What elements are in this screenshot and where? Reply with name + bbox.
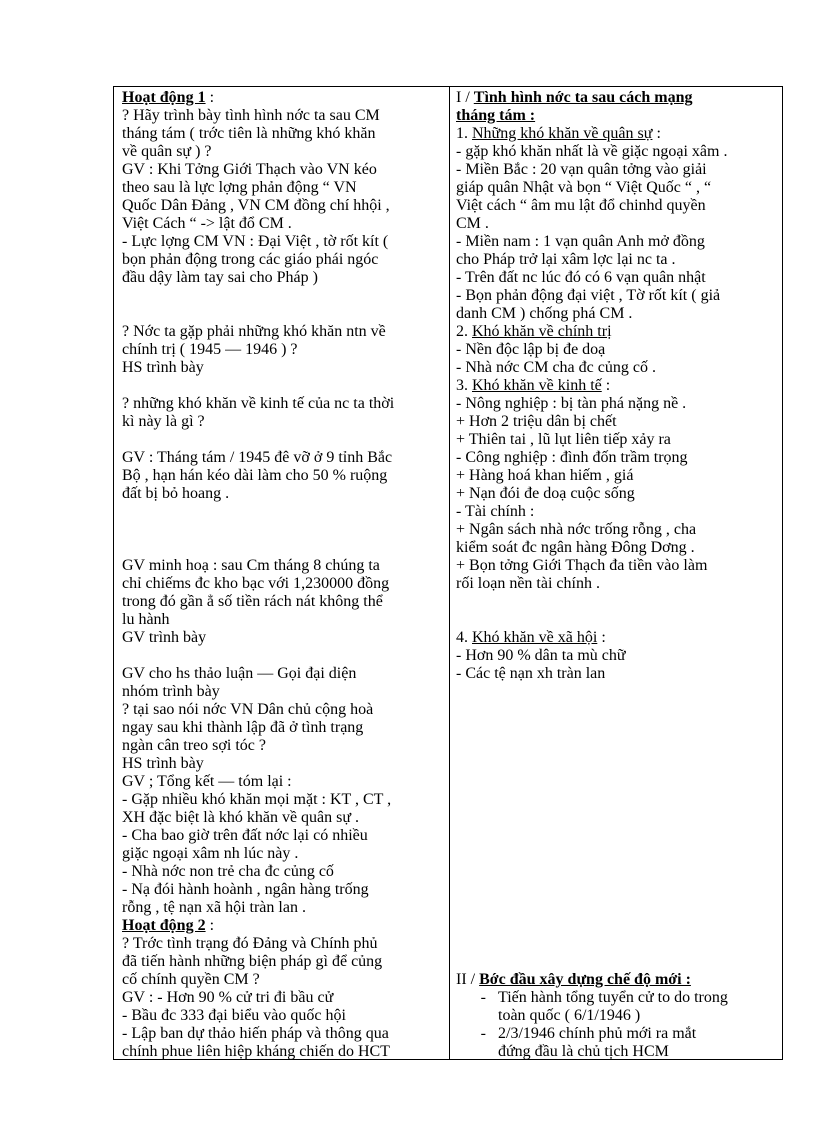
text-line: CM .	[456, 215, 489, 232]
bullet-item-cont: toàn quốc ( 6/1/1946 )	[498, 1007, 641, 1024]
blank-line	[122, 377, 443, 395]
text-line: HS trình bày	[122, 755, 204, 772]
text-line: HS trình bày	[122, 359, 204, 376]
text-line: - Nông nghiệp : bị tàn phá nặng nề .	[456, 395, 687, 412]
subsection-heading	[456, 377, 776, 395]
text-line: chính trị ( 1945 — 1946 ) ?	[122, 341, 298, 358]
lesson-table	[113, 86, 783, 1060]
text-line: - Nhà nớc CM cha đc củng cố .	[456, 359, 656, 376]
text-line: - Cha bao giờ trên đất nớc lại có nhiều	[122, 827, 368, 844]
blank-line	[456, 701, 776, 719]
activity-heading	[122, 89, 443, 107]
text-line: trong đó gần ẳ số tiền rách nát không thể	[122, 593, 383, 610]
text-line: - Bọn phản động đại việt , Tờ rốt kít ( giả	[456, 287, 721, 304]
subsection-prefix: 3.	[456, 377, 472, 394]
bullet-text: Tiến hành tổng tuyển cử to do trong	[498, 989, 728, 1006]
text-line: về quân sự ) ?	[122, 143, 212, 160]
subsection-heading	[456, 323, 776, 341]
text-line: ? Trớc tình trạng đó Đảng và Chính phủ	[122, 935, 378, 952]
blank-line	[456, 683, 776, 701]
section-title: tháng tám :	[456, 107, 536, 124]
text-line: + Bọn tởng Giới Thạch đa tiền vào làm	[456, 557, 708, 574]
text-line: GV cho hs thảo luận — Gọi đại diện	[122, 665, 357, 682]
text-line: cho Pháp trở lại xâm lợc lại nc ta .	[456, 251, 676, 268]
text-line: rỗng , tệ nạn xã hội tràn lan .	[122, 899, 306, 916]
text-line: GV : - Hơn 90 % cử tri đi bầu cử	[122, 989, 334, 1006]
text-line: ngàn cân treo sợi tóc ?	[122, 737, 266, 754]
section-heading-cont	[456, 107, 776, 125]
text-line: - Tài chính :	[456, 503, 535, 520]
text-line: - Nạ đói hành hoành , ngân hàng trống	[122, 881, 369, 898]
blank-line	[456, 953, 776, 971]
text-line: - Các tệ nạn xh tràn lan	[456, 665, 606, 682]
text-line: ? Hãy trình bày tình hình nớc ta sau CM	[122, 107, 380, 124]
blank-line	[456, 755, 776, 773]
bullet-dash: -	[480, 989, 486, 1006]
blank-line	[456, 845, 776, 863]
section-prefix: I /	[456, 89, 474, 106]
subsection-title: Những khó khăn về quân sự	[472, 125, 653, 142]
blank-line	[122, 521, 443, 539]
teacher-activity-column	[114, 87, 450, 1059]
activity-heading-label: Hoạt động 1	[122, 89, 206, 106]
text-line: Việt cách “ âm mu lật đổ chinhd quyền	[456, 197, 706, 214]
text-line: GV : Khi Tởng Giới Thạch vào VN kéo	[122, 161, 377, 178]
text-line: - gặp khó khăn nhất là về giặc ngoại xâm .	[456, 143, 728, 160]
subsection-rest: :	[601, 377, 611, 394]
text-line: ? Nớc ta gặp phải những khó khăn ntn về	[122, 323, 386, 340]
blank-line	[456, 899, 776, 917]
text-line: - Hơn 90 % dân ta mù chữ	[456, 647, 626, 664]
text-line: chỉ chiếms đc kho bạc với 1,230000 đồng	[122, 575, 390, 592]
blank-line	[456, 827, 776, 845]
blank-line	[122, 305, 443, 323]
blank-line	[122, 647, 443, 665]
text-line: - Miền nam : 1 vạn quân Anh mở đồng	[456, 233, 705, 250]
lesson-content-column	[450, 87, 782, 1059]
blank-line	[456, 737, 776, 755]
text-line: giáp quân Nhật và bọn “ Việt Quốc “ , “	[456, 179, 712, 196]
subsection-heading	[456, 125, 776, 143]
section-title: Bớc đầu xây dựng chế độ mới :	[479, 971, 691, 988]
text-line: - Nền độc lập bị đe doạ	[456, 341, 606, 358]
text-line: kì này là gì ?	[122, 413, 205, 430]
text-line: ? những khó khăn về kinh tế của nc ta thời	[122, 395, 395, 412]
text-line: + Hàng hoá khan hiếm , giá	[456, 467, 634, 484]
text-line: giặc ngoại xâm nh lúc này .	[122, 845, 299, 862]
subsection-prefix: 2.	[456, 323, 472, 340]
subsection-title: Khó khăn về kinh tế	[472, 377, 602, 394]
blank-line	[456, 881, 776, 899]
subsection-rest: :	[597, 629, 606, 646]
text-line: nhóm trình bày	[122, 683, 220, 700]
text-line: - Trên đất nc lúc đó có 6 vạn quân nhật	[456, 269, 706, 286]
section-heading	[456, 89, 776, 107]
text-line: rối loạn nền tài chính .	[456, 575, 600, 592]
text-line: đã tiến hành những biện pháp gì để củng	[122, 953, 383, 970]
text-line: - Lực lợng CM VN : Đại Việt , tờ rốt kít (	[122, 233, 389, 250]
text-line: danh CM ) chống phá CM .	[456, 305, 633, 322]
bullet-item	[456, 1025, 776, 1043]
text-line: - Bầu đc 333 đại biểu vào quốc hội	[122, 1007, 346, 1024]
text-line: GV minh hoạ : sau Cm tháng 8 chúng ta	[122, 557, 380, 574]
text-line: Quốc Dân Đảng , VN CM đồng chí hhội ,	[122, 197, 390, 214]
text-line: + Hơn 2 triệu dân bị chết	[456, 413, 617, 430]
text-line: - Lập ban dự thảo hiến pháp và thông qua	[122, 1025, 389, 1042]
text-line: theo sau là lực lợng phản động “ VN	[122, 179, 357, 196]
text-line: bọn phản động trong các giáo phái ngóc	[122, 251, 379, 268]
blank-line	[456, 809, 776, 827]
blank-line	[456, 935, 776, 953]
bullet-dash: -	[480, 1025, 486, 1042]
text-line: XH đặc biệt là khó khăn về quân sự .	[122, 809, 360, 826]
text-line: kiểm soát đc ngân hàng Đông Dơng .	[456, 539, 695, 556]
subsection-heading	[456, 629, 776, 647]
blank-line	[456, 791, 776, 809]
activity-heading-rest: :	[205, 917, 215, 934]
section-heading	[456, 971, 776, 989]
subsection-title: Khó khăn về chính trị	[472, 323, 612, 340]
blank-line	[456, 863, 776, 881]
text-line: - Miền Bắc : 20 vạn quân tởng vào giải	[456, 161, 707, 178]
blank-line	[456, 611, 776, 629]
blank-line	[456, 917, 776, 935]
text-line: Việt Cách “ -> lật đổ CM .	[122, 215, 292, 232]
text-line: lu hành	[122, 611, 170, 628]
text-line: ngay sau khi thành lập đã ở tình trạng	[122, 719, 364, 736]
activity-heading-label: Hoạt động 2	[122, 917, 206, 934]
section-title: Tình hình nớc ta sau cách mạng	[473, 89, 693, 106]
text-line: GV : Tháng tám / 1945 đê vỡ ở 9 tỉnh Bắc	[122, 449, 393, 466]
blank-line	[456, 719, 776, 737]
text-line: Bộ , hạn hán kéo dài làm cho 50 % ruộng	[122, 467, 388, 484]
section-prefix: II /	[456, 971, 480, 988]
subsection-rest: :	[652, 125, 661, 142]
text-line: GV ; Tổng kết — tóm lại :	[122, 773, 292, 790]
bullet-item	[456, 989, 776, 1007]
text-line: ? tại sao nói nớc VN Dân chủ cộng hoà	[122, 701, 374, 718]
text-line: + Thiên tai , lũ lụt liên tiếp xảy ra	[456, 431, 671, 448]
subsection-prefix: 4.	[456, 629, 472, 646]
text-line: + Ngân sách nhà nớc trống rỗng , cha	[456, 521, 697, 538]
text-line: đất bị bỏ hoang .	[122, 485, 230, 502]
bullet-item-cont: đứng đầu là chủ tịch HCM	[498, 1043, 669, 1059]
text-line: GV trình bày	[122, 629, 207, 646]
blank-line	[122, 539, 443, 557]
text-line: cố chính quyền CM ?	[122, 971, 260, 988]
blank-line	[122, 503, 443, 521]
blank-line	[122, 287, 443, 305]
text-line: - Công nghiệp : đình đốn trầm trọng	[456, 449, 688, 466]
text-line: tháng tám ( trớc tiên là những khó khăn	[122, 125, 376, 142]
subsection-title: Khó khăn về xã hội	[472, 629, 598, 646]
text-line: chính phue liên hiệp kháng chiến do HCT	[122, 1043, 390, 1059]
blank-line	[456, 773, 776, 791]
text-line: - Gặp nhiều khó khăn mọi mặt : KT , CT ,	[122, 791, 392, 808]
activity-heading	[122, 917, 443, 935]
bullet-text: 2/3/1946 chính phủ mới ra mắt	[498, 1025, 697, 1042]
subsection-prefix: 1.	[456, 125, 472, 142]
text-line: + Nạn đói đe doạ cuộc sống	[456, 485, 635, 502]
blank-line	[122, 431, 443, 449]
activity-heading-rest: :	[205, 89, 215, 106]
text-line: - Nhà nớc non trẻ cha đc củng cố	[122, 863, 334, 880]
blank-line	[456, 593, 776, 611]
text-line: đầu dậy làm tay sai cho Pháp )	[122, 269, 318, 286]
